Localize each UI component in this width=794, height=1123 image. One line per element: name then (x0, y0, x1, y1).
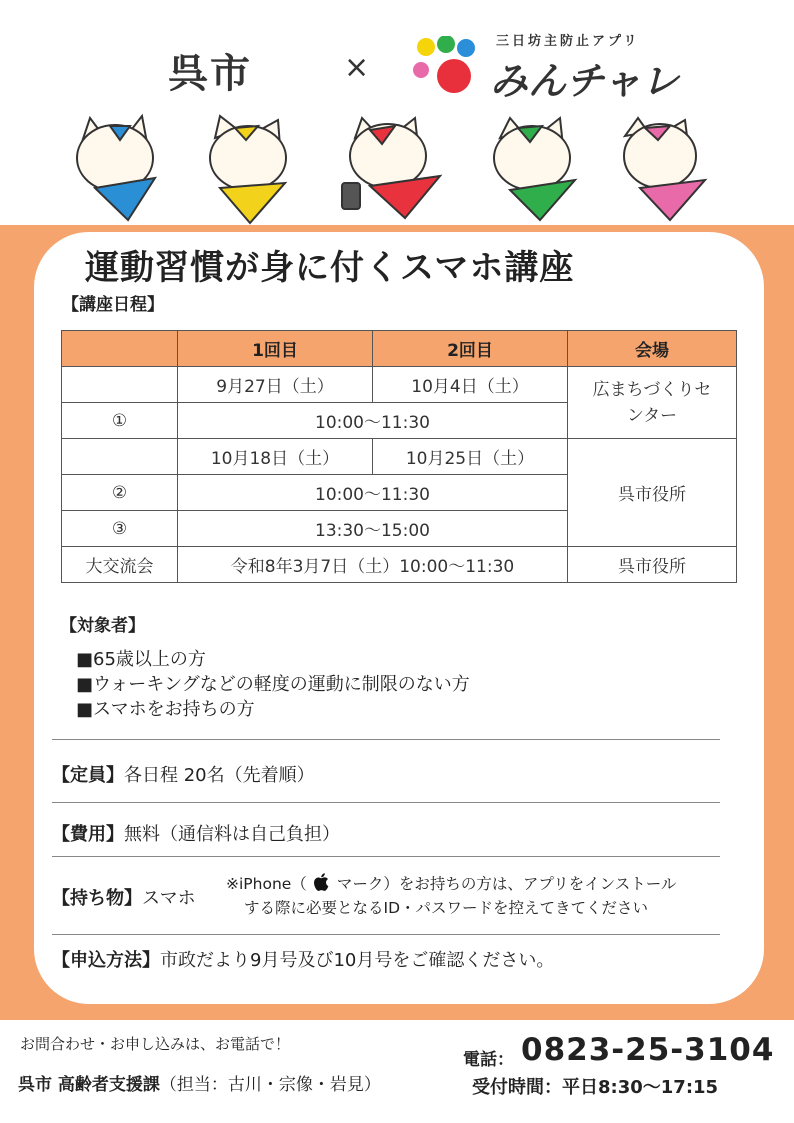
table-cell-date: 10月25日（土） (373, 439, 568, 475)
table-cell-date: 9月27日（土） (178, 367, 373, 403)
target-item: ■ウォーキングなどの軽度の運動に制限のない方 (76, 674, 470, 695)
app-name: みんチャレ (490, 59, 679, 103)
apply-value: 市政だより9月号及び10月号をご確認ください。 (160, 950, 555, 971)
contact-persons: （担当：古川・宗像・岩見） (159, 1075, 381, 1095)
table-row (62, 367, 737, 403)
target-item: ■スマホをお持ちの方 (76, 699, 255, 720)
footer-inquiry: お問合わせ・お申し込みは、お電話で！ (20, 1035, 291, 1053)
table-cell-date: 10月18日（土） (178, 439, 373, 475)
apply-label: 【申込方法】 (52, 950, 160, 971)
fee-row (52, 820, 340, 846)
table-cell-venue (568, 367, 737, 439)
bring-note-line-1 (226, 871, 676, 894)
cat-mascot-red (342, 118, 440, 218)
table-cell-label: ③ (62, 511, 178, 547)
bring-row (52, 884, 196, 910)
table-header-blank (62, 331, 178, 367)
table-cell-time: 10:00～11:30 (178, 475, 568, 511)
schedule-heading: 【講座日程】 (62, 295, 164, 315)
target-heading: 【対象者】 (60, 616, 145, 636)
apple-logo-icon (311, 871, 333, 893)
table-cell-time: 令和8年3月7日（土）10:00～11:30 (178, 547, 568, 583)
bring-value: スマホ (142, 888, 196, 909)
table-header-first: 1回目 (178, 331, 373, 367)
fee-label: 【費用】 (52, 824, 124, 845)
cat-mascot-green (494, 118, 575, 220)
cat-mascot-pink (624, 118, 705, 220)
schedule-table (61, 330, 737, 583)
table-cell-label: 大交流会 (62, 547, 178, 583)
table-cell-time: 13:30～15:00 (178, 511, 568, 547)
page-title: 運動習慣が身に付くスマホ講座 (85, 248, 575, 288)
table-cell-label: ① (62, 403, 178, 439)
apply-row (52, 946, 554, 972)
table-header-venue: 会場 (568, 331, 737, 367)
cat-mascot-yellow (210, 116, 286, 223)
divider (52, 739, 720, 740)
table-row (62, 547, 737, 583)
table-cell-date: 10月4日（土） (373, 367, 568, 403)
bring-note-rest: マーク）をお持ちの方は、アプリをインストール (336, 875, 677, 893)
divider (52, 802, 720, 803)
times-symbol: × (344, 50, 370, 85)
table-header-second: 2回目 (373, 331, 568, 367)
capacity-row (52, 761, 315, 787)
table-cell-venue: 呉市役所 (568, 547, 737, 583)
app-logo-dots-icon (412, 36, 487, 96)
table-header-row (62, 331, 737, 367)
table-cell-label: ② (62, 475, 178, 511)
table-cell-time: 10:00～11:30 (178, 403, 568, 439)
header (0, 0, 794, 225)
fee-value: 無料（通信料は自己負担） (124, 824, 340, 845)
department-name: 呉市 高齢者支援課 (18, 1075, 160, 1095)
table-row (62, 439, 737, 475)
bring-note-line-2: する際に必要となるID・パスワードを控えてきてください (244, 899, 649, 917)
table-cell (62, 367, 178, 403)
divider (52, 856, 720, 857)
cat-mascot-blue (77, 116, 155, 220)
city-logo: 呉市 (168, 51, 252, 97)
bring-label: 【持ち物】 (52, 888, 142, 909)
phone-number: 0823-25-3104 (521, 1032, 775, 1068)
table-cell (62, 439, 178, 475)
target-item: ■65歳以上の方 (76, 649, 206, 670)
capacity-value: 各日程 20名（先着順） (124, 765, 315, 786)
footer-department (18, 1070, 381, 1095)
venue-label: 広まちづくりセンター (592, 379, 712, 426)
phone-label: 電話： (463, 1050, 514, 1070)
cat-mascots-illustration (70, 108, 730, 228)
bring-note-prefix: ※iPhone（ (226, 875, 307, 893)
office-hours: 受付時間：平日8:30～17:15 (472, 1077, 719, 1098)
app-tagline: 三日坊主防止アプリ (496, 34, 640, 49)
table-cell-venue: 呉市役所 (568, 439, 737, 547)
capacity-label: 【定員】 (52, 765, 124, 786)
divider (52, 934, 720, 935)
